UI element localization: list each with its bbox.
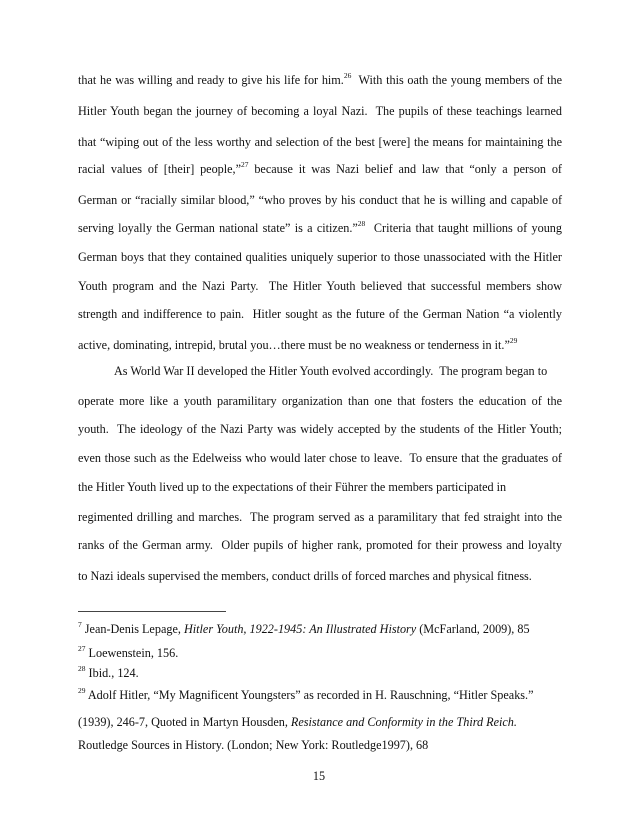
text-segment: German or “racially similar blood,” “who proves by his conduct that he is willing and capable of	[78, 193, 562, 207]
footnote-line	[78, 663, 578, 681]
text-segment: to Nazi ideals supervised the members, conduct drills of forced marches and physical fitness.	[78, 569, 532, 583]
text-segment: Jean-Denis Lepage,	[81, 622, 184, 636]
footnote-line	[78, 738, 578, 753]
body-line	[78, 159, 562, 177]
body-line	[78, 538, 562, 553]
body-line	[78, 569, 562, 584]
text-segment: Hitler Youth began the journey of becoming a loyal Nazi. The pupils of these teachings learned	[78, 104, 562, 118]
text-segment: because it was Nazi belief and law that “only a person of	[248, 162, 562, 176]
body-line	[78, 135, 562, 150]
body-line	[78, 250, 562, 265]
body-line	[78, 279, 562, 294]
footnote-ref: 29	[78, 685, 86, 695]
footnote-line	[78, 685, 578, 703]
footnote-line	[78, 715, 578, 730]
text-segment: that “wiping out of the less worthy and selection of the best [were] the means for maintaining the	[78, 135, 562, 149]
body-line	[78, 307, 562, 322]
text-segment: As World War II developed the Hitler Youth evolved accordingly. The program began to	[114, 364, 548, 378]
italic-text: Hitler Youth, 1922-1945: An Illustrated History	[183, 622, 417, 636]
body-line	[78, 394, 562, 409]
text-segment: that he was willing and ready to give his life for him.	[78, 73, 344, 87]
text-segment: Youth program and the Nazi Party. The Hitler Youth believed that successful members show	[78, 279, 562, 293]
italic-text: Resistance and Conformity in the Third Reich.	[290, 715, 517, 729]
footnote-ref: 27	[241, 159, 249, 169]
footnote-ref: 26	[343, 70, 352, 80]
footnote-ref: 27	[78, 643, 86, 653]
text-segment: even those such as the Edelweiss who would later chose to leave. To ensure that the graduates of	[78, 451, 562, 465]
text-segment: ranks of the German army. Older pupils of higher rank, promoted for their prowess and loyalty	[78, 538, 562, 552]
footnote-line	[78, 619, 578, 637]
footnote-separator	[78, 611, 226, 612]
text-segment: serving loyally the German national state” is a citizen.”	[78, 221, 358, 235]
footnote-ref: 28	[78, 663, 86, 673]
text-segment: Criteria that taught millions of young	[365, 221, 562, 235]
text-segment: Loewenstein, 156.	[85, 646, 179, 660]
text-segment: regimented drilling and marches. The program served as a paramilitary that fed straight into the	[78, 510, 562, 524]
text-segment: German boys that they contained qualities uniquely superior to those unassociated with the Hitler	[78, 250, 562, 264]
footnote-ref: 28	[357, 218, 366, 228]
text-segment: youth. The ideology of the Nazi Party was widely accepted by the students of the Hitler Youth;	[78, 422, 562, 436]
footnote-ref: 7	[78, 619, 82, 629]
text-segment: (1939), 246-7, Quoted in Martyn Housden,	[78, 715, 291, 729]
body-line	[78, 422, 562, 437]
text-segment: Adolf Hitler, “My Magnificent Youngsters” as recorded in H. Rauschning, “Hitler Speaks.”	[85, 688, 534, 702]
body-line	[78, 218, 562, 236]
text-segment: With this oath the young members of the	[351, 73, 562, 87]
page-number: 15	[312, 769, 326, 783]
text-segment: active, dominating, intrepid, brutal you…there must be no weakness or tenderness in it.”	[78, 338, 510, 352]
text-segment: racial values of [their] people,”	[78, 162, 242, 176]
text-segment: Routledge Sources in History. (London; New York: Routledge1997), 68	[78, 738, 429, 752]
text-segment: (McFarland, 2009), 85	[416, 622, 530, 636]
body-line	[78, 451, 562, 466]
text-segment: strength and indifference to pain. Hitler sought as the future of the German Nation “a violently	[78, 307, 562, 321]
body-line	[78, 104, 562, 119]
body-line	[114, 364, 562, 379]
footnote-ref: 29	[509, 335, 518, 345]
footnote-line	[78, 643, 578, 661]
text-segment: operate more like a youth paramilitary organization than one that fosters the education of the	[78, 394, 562, 408]
body-line	[78, 193, 562, 208]
body-line	[78, 480, 562, 495]
text-segment: Ibid., 124.	[85, 666, 139, 680]
body-line	[78, 510, 562, 525]
body-line	[78, 335, 562, 353]
body-line	[78, 70, 562, 88]
text-segment: the Hitler Youth lived up to the expectations of their Führer the members participated in	[78, 480, 507, 494]
